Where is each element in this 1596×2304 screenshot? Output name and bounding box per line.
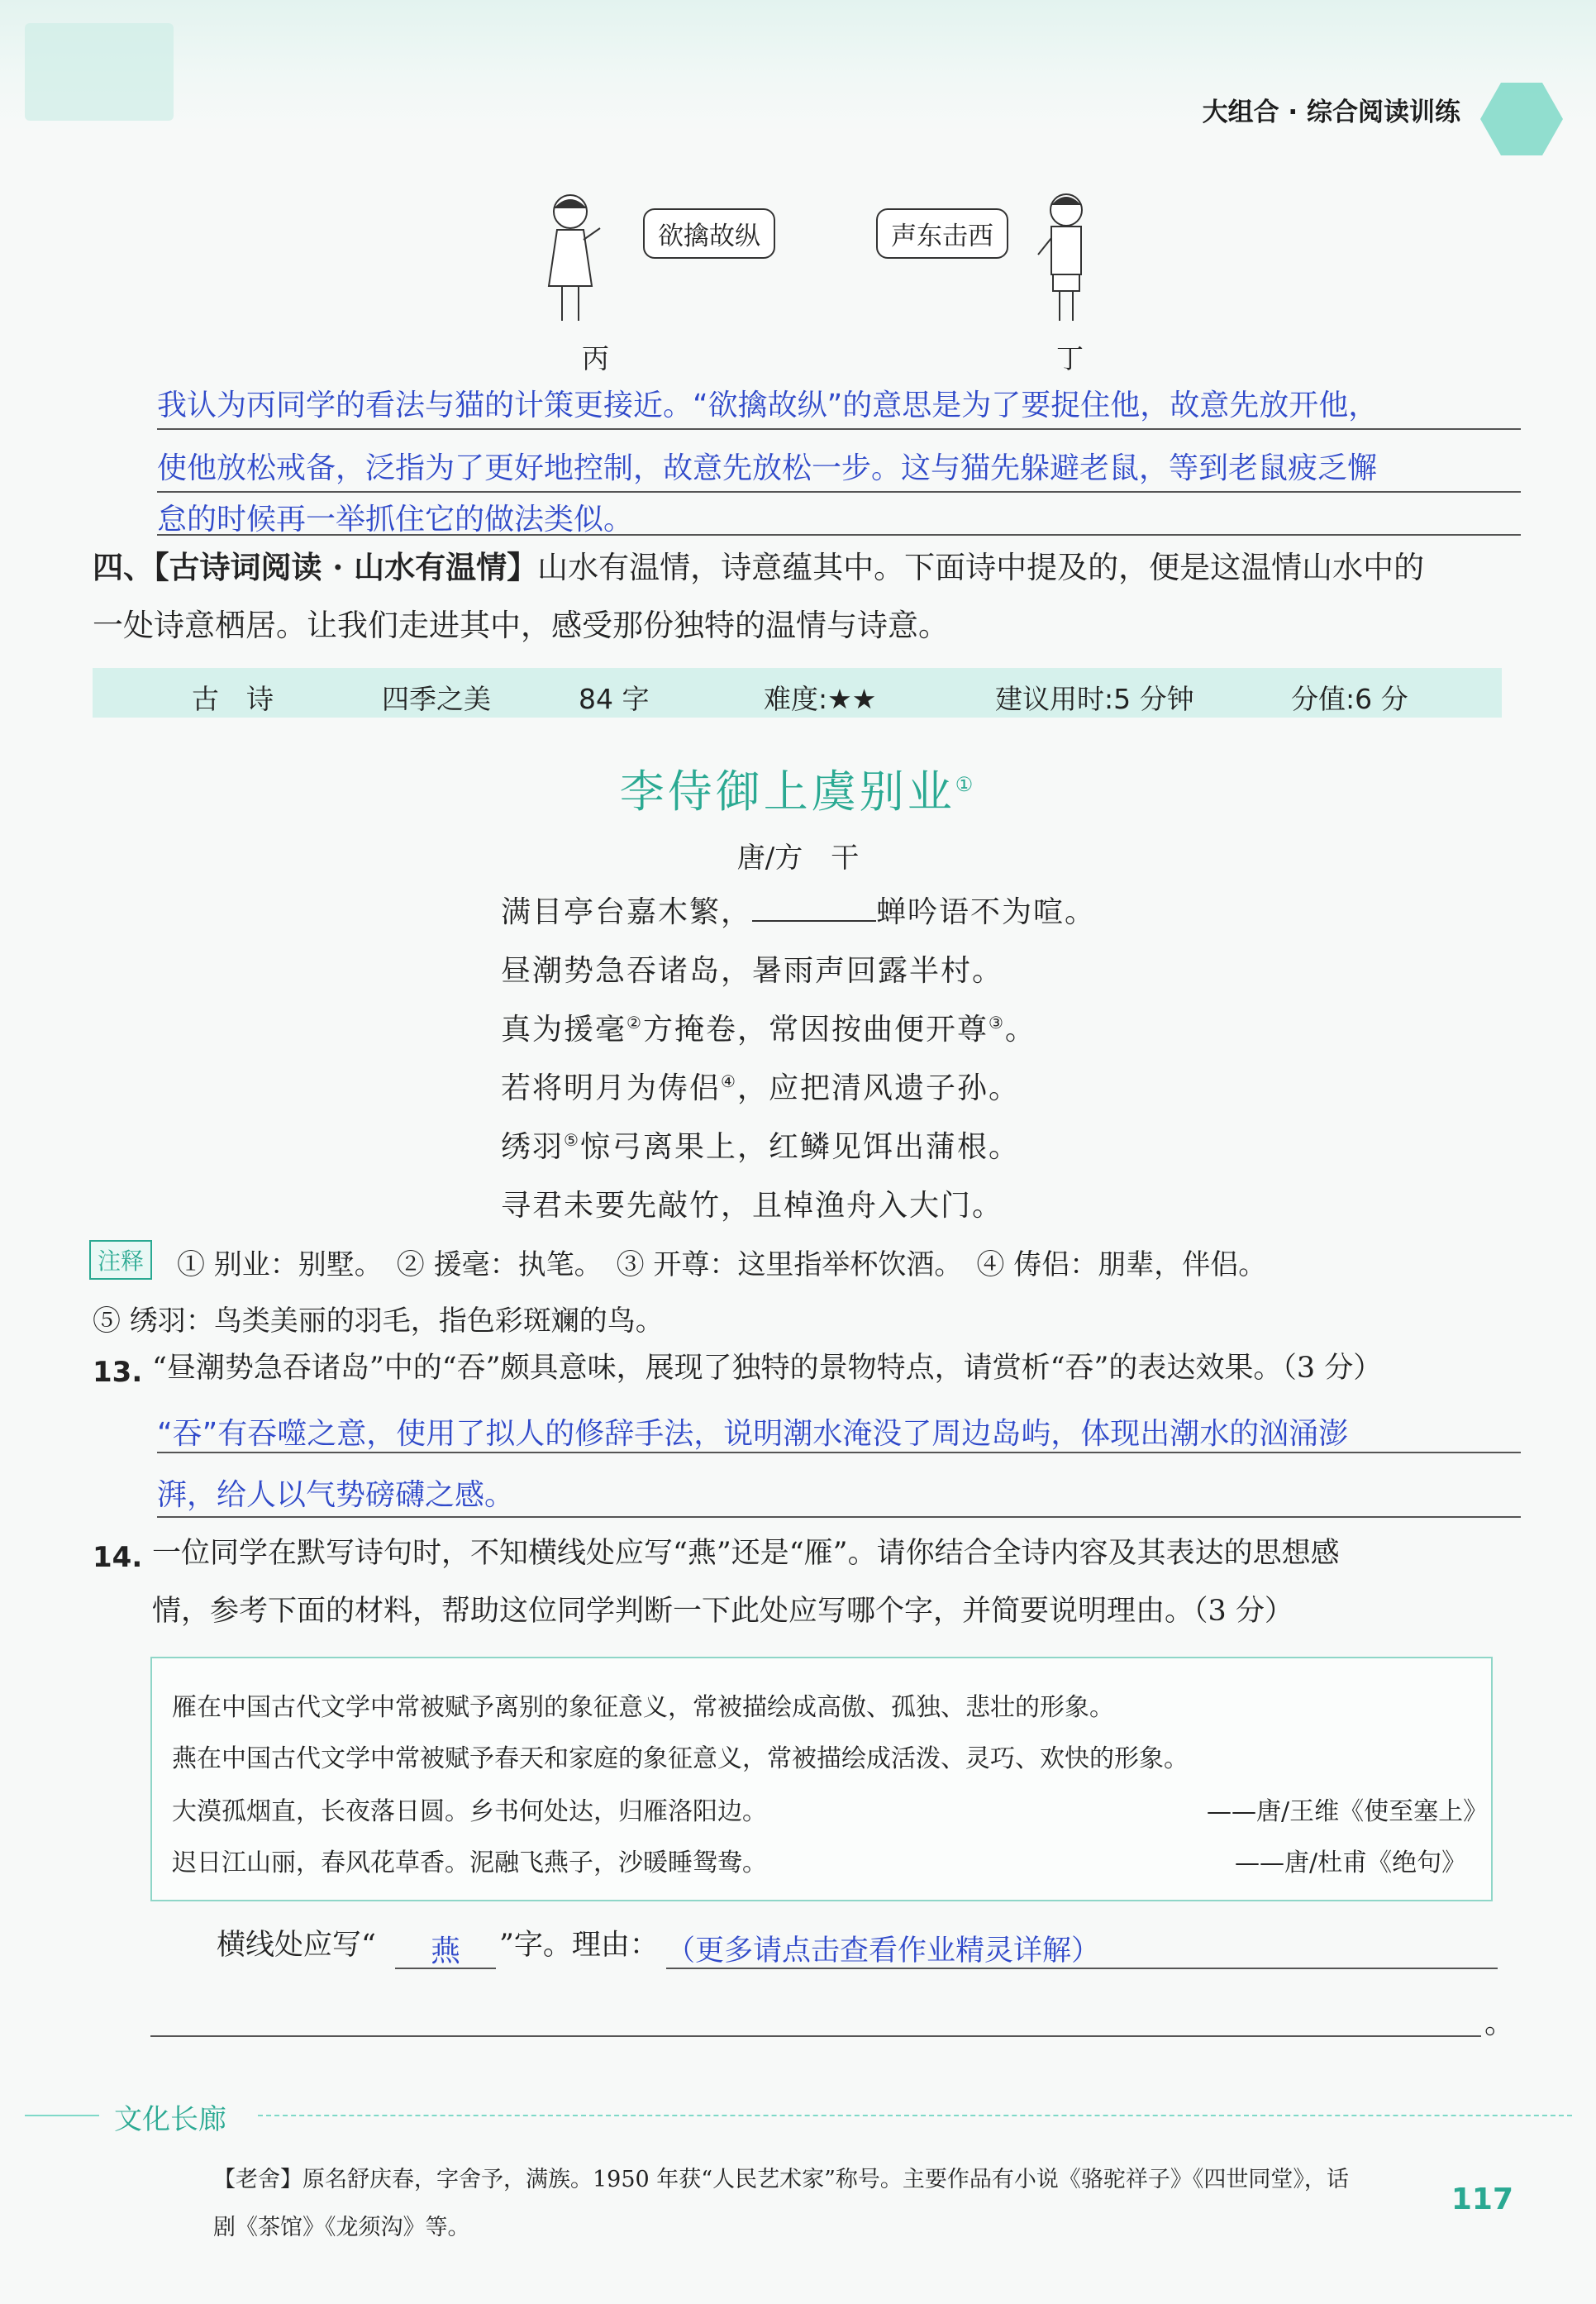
info-time: 建议用时:5 分钟 [995,683,1194,715]
question-text: 情，参考下面的材料，帮助这位同学判断一下此处应写哪个字，并简要说明理由。（3 分） [152,1595,1293,1628]
notes-line: ⑤ 绣羽：鸟类美丽的羽毛，指色彩斑斓的鸟。 [93,1305,664,1338]
answer-line: 怠的时候再一举抓住它的做法类似。 [157,503,634,537]
reason-rule [150,2035,1481,2037]
poem-line [501,1065,1020,1107]
culture-text: 【老舍】原名舒庆春，字舍予，满族。1950 年获“人民艺术家”称号。主要作品有小说《骆驼祥子》《四世同堂》，话 [213,2167,1349,2192]
poem-text: ，应把清风遗子孙。 [736,1071,1020,1105]
material-line: 燕在中国古代文学中常被赋予春天和家庭的象征意义，常被描绘成活泼、灵巧、欢快的形象。 [172,1744,1189,1773]
question-text: “昼潮势急吞诸岛”中的“吞”颇具意味，展现了独特的景物特点，请赏析“吞”的表达效果。（3 分） [152,1352,1383,1385]
question-number: 13. [93,1356,143,1389]
poem-line [501,1123,1020,1166]
answer-line: 使他放松戒备，泛指为了更好地控制，故意先放松一步。这与猫先躲避老鼠，等到老鼠疲乏懈 [157,451,1378,485]
reason-rule [666,1968,1498,1969]
note-marker: ⑤ [564,1130,580,1150]
poem-text: 真为援毫 [501,1013,627,1047]
girl-figure-icon [537,188,603,329]
answer-rule [157,1516,1521,1518]
fill-suffix: ”字。理由： [499,1929,659,1962]
fill-prefix: 横线处应写“ [217,1929,376,1962]
header-tab-decoration [25,23,174,121]
poem-title [0,756,1596,820]
note-marker: ④ [721,1071,737,1091]
poem-text: 惊弓离果上，红鳞见饵出蒲根。 [579,1130,1020,1164]
figure-label-right: 丁 [1056,342,1084,374]
material-line: 雁在中国古代文学中常被赋予离别的象征意义，常被描绘成高傲、孤独、悲壮的形象。 [172,1693,1114,1722]
material-source: ——唐/杜甫《绝句》 [1235,1848,1467,1877]
poem-text: 昼潮势急吞诸岛，暑雨声回露半村。 [501,954,1004,988]
reason-answer[interactable]: （更多请点击查看作业精灵详解） [666,1934,1101,1968]
section-label: 四、【古诗词阅读 · 山水有温情】 [93,549,538,585]
info-theme: 四季之美 [382,683,491,715]
poem-text: 寻君未要先敲竹，且棹渔舟入大门。 [501,1189,1004,1223]
answer-rule [157,428,1521,430]
speech-bubble-right: 声东击西 [876,208,1008,259]
answer-line: 我认为丙同学的看法与猫的计策更接近。“欲擒故纵”的意思是为了要捉住他，故意先放开他， [157,389,1379,422]
info-genre: 古 诗 [192,683,274,715]
answer-rule [157,1452,1521,1453]
speech-bubble-left: 欲擒故纵 [643,208,775,259]
poem-title-note: ① [955,773,977,796]
material-line: 大漠孤烟直，长夜落日圆。乡书何处达，归雁洛阳边。 [172,1797,767,1826]
poem-author: 唐/方 干 [736,842,860,875]
fill-answer-rule [395,1968,496,1969]
section-text: 一处诗意栖居。让我们走进其中，感受那份独特的温情与诗意。 [93,608,949,643]
poem-text: 若将明月为俦侣 [501,1071,722,1105]
culture-text: 剧《茶馆》《龙须沟》等。 [213,2215,470,2240]
notes-line: ① 别业：别墅。 ② 援毫：执笔。 ③ 开尊：这里指举杯饮酒。 ④ 俦侣：朋辈，伴侣。 [177,1248,1267,1281]
answer-rule [157,534,1521,536]
culture-divider [25,2115,99,2116]
header-title: 大组合 · 综合阅读训练 [1202,98,1460,127]
poem-line [501,1006,1036,1048]
answer-line: 湃，给人以气势磅礴之感。 [157,1478,515,1512]
poem-text: 绣羽 [501,1130,565,1164]
poem-text: 蝉吟语不为喧。 [876,895,1097,929]
answer-rule [157,491,1521,493]
figure-label-left: 丙 [582,342,609,374]
fill-blank[interactable] [752,895,876,922]
fill-answer[interactable]: 燕 [430,1934,460,1968]
poem-text: 满目亭台嘉木繁， [501,895,753,929]
info-difficulty: 难度:★★ [764,683,877,715]
culture-label: 文化长廊 [114,2103,226,2136]
question-text: 一位同学在默写诗句时，不知横线处应写“燕”还是“雁”。请你结合全诗内容及其表达的思想感 [152,1537,1340,1570]
culture-divider [258,2115,1572,2116]
page-number: 117 [1451,2182,1513,2216]
material-source: ——唐/王维《使至塞上》 [1207,1797,1489,1826]
material-line: 迟日江山丽，春风花草香。泥融飞燕子，沙暖睡鸳鸯。 [172,1848,767,1877]
poem-title-text: 李侍御上虞别业 [619,766,955,818]
info-words: 84 字 [579,683,650,715]
note-marker: ② [626,1013,643,1033]
notes-badge: 注释 [89,1240,152,1280]
boy-figure-icon [1033,188,1099,329]
poem-line [501,947,1003,990]
question-number: 14. [93,1541,143,1574]
poem-line [501,889,1096,931]
section-intro [93,549,1425,585]
poem-line [501,1182,1003,1224]
poem-text: 方掩卷，常因按曲便开尊 [642,1013,989,1047]
answer-line: “吞”有吞噬之意，使用了拟人的修辞手法，说明潮水淹没了周边岛屿，体现出潮水的汹涌澎 [157,1417,1349,1451]
note-marker: ③ [988,1013,1005,1033]
end-mark: 。 [1484,2005,1515,2040]
poem-text: 。 [1004,1013,1036,1047]
section-text: 山水有温情，诗意蕴其中。下面诗中提及的，便是这温情山水中的 [537,550,1425,585]
info-score: 分值:6 分 [1291,683,1408,715]
